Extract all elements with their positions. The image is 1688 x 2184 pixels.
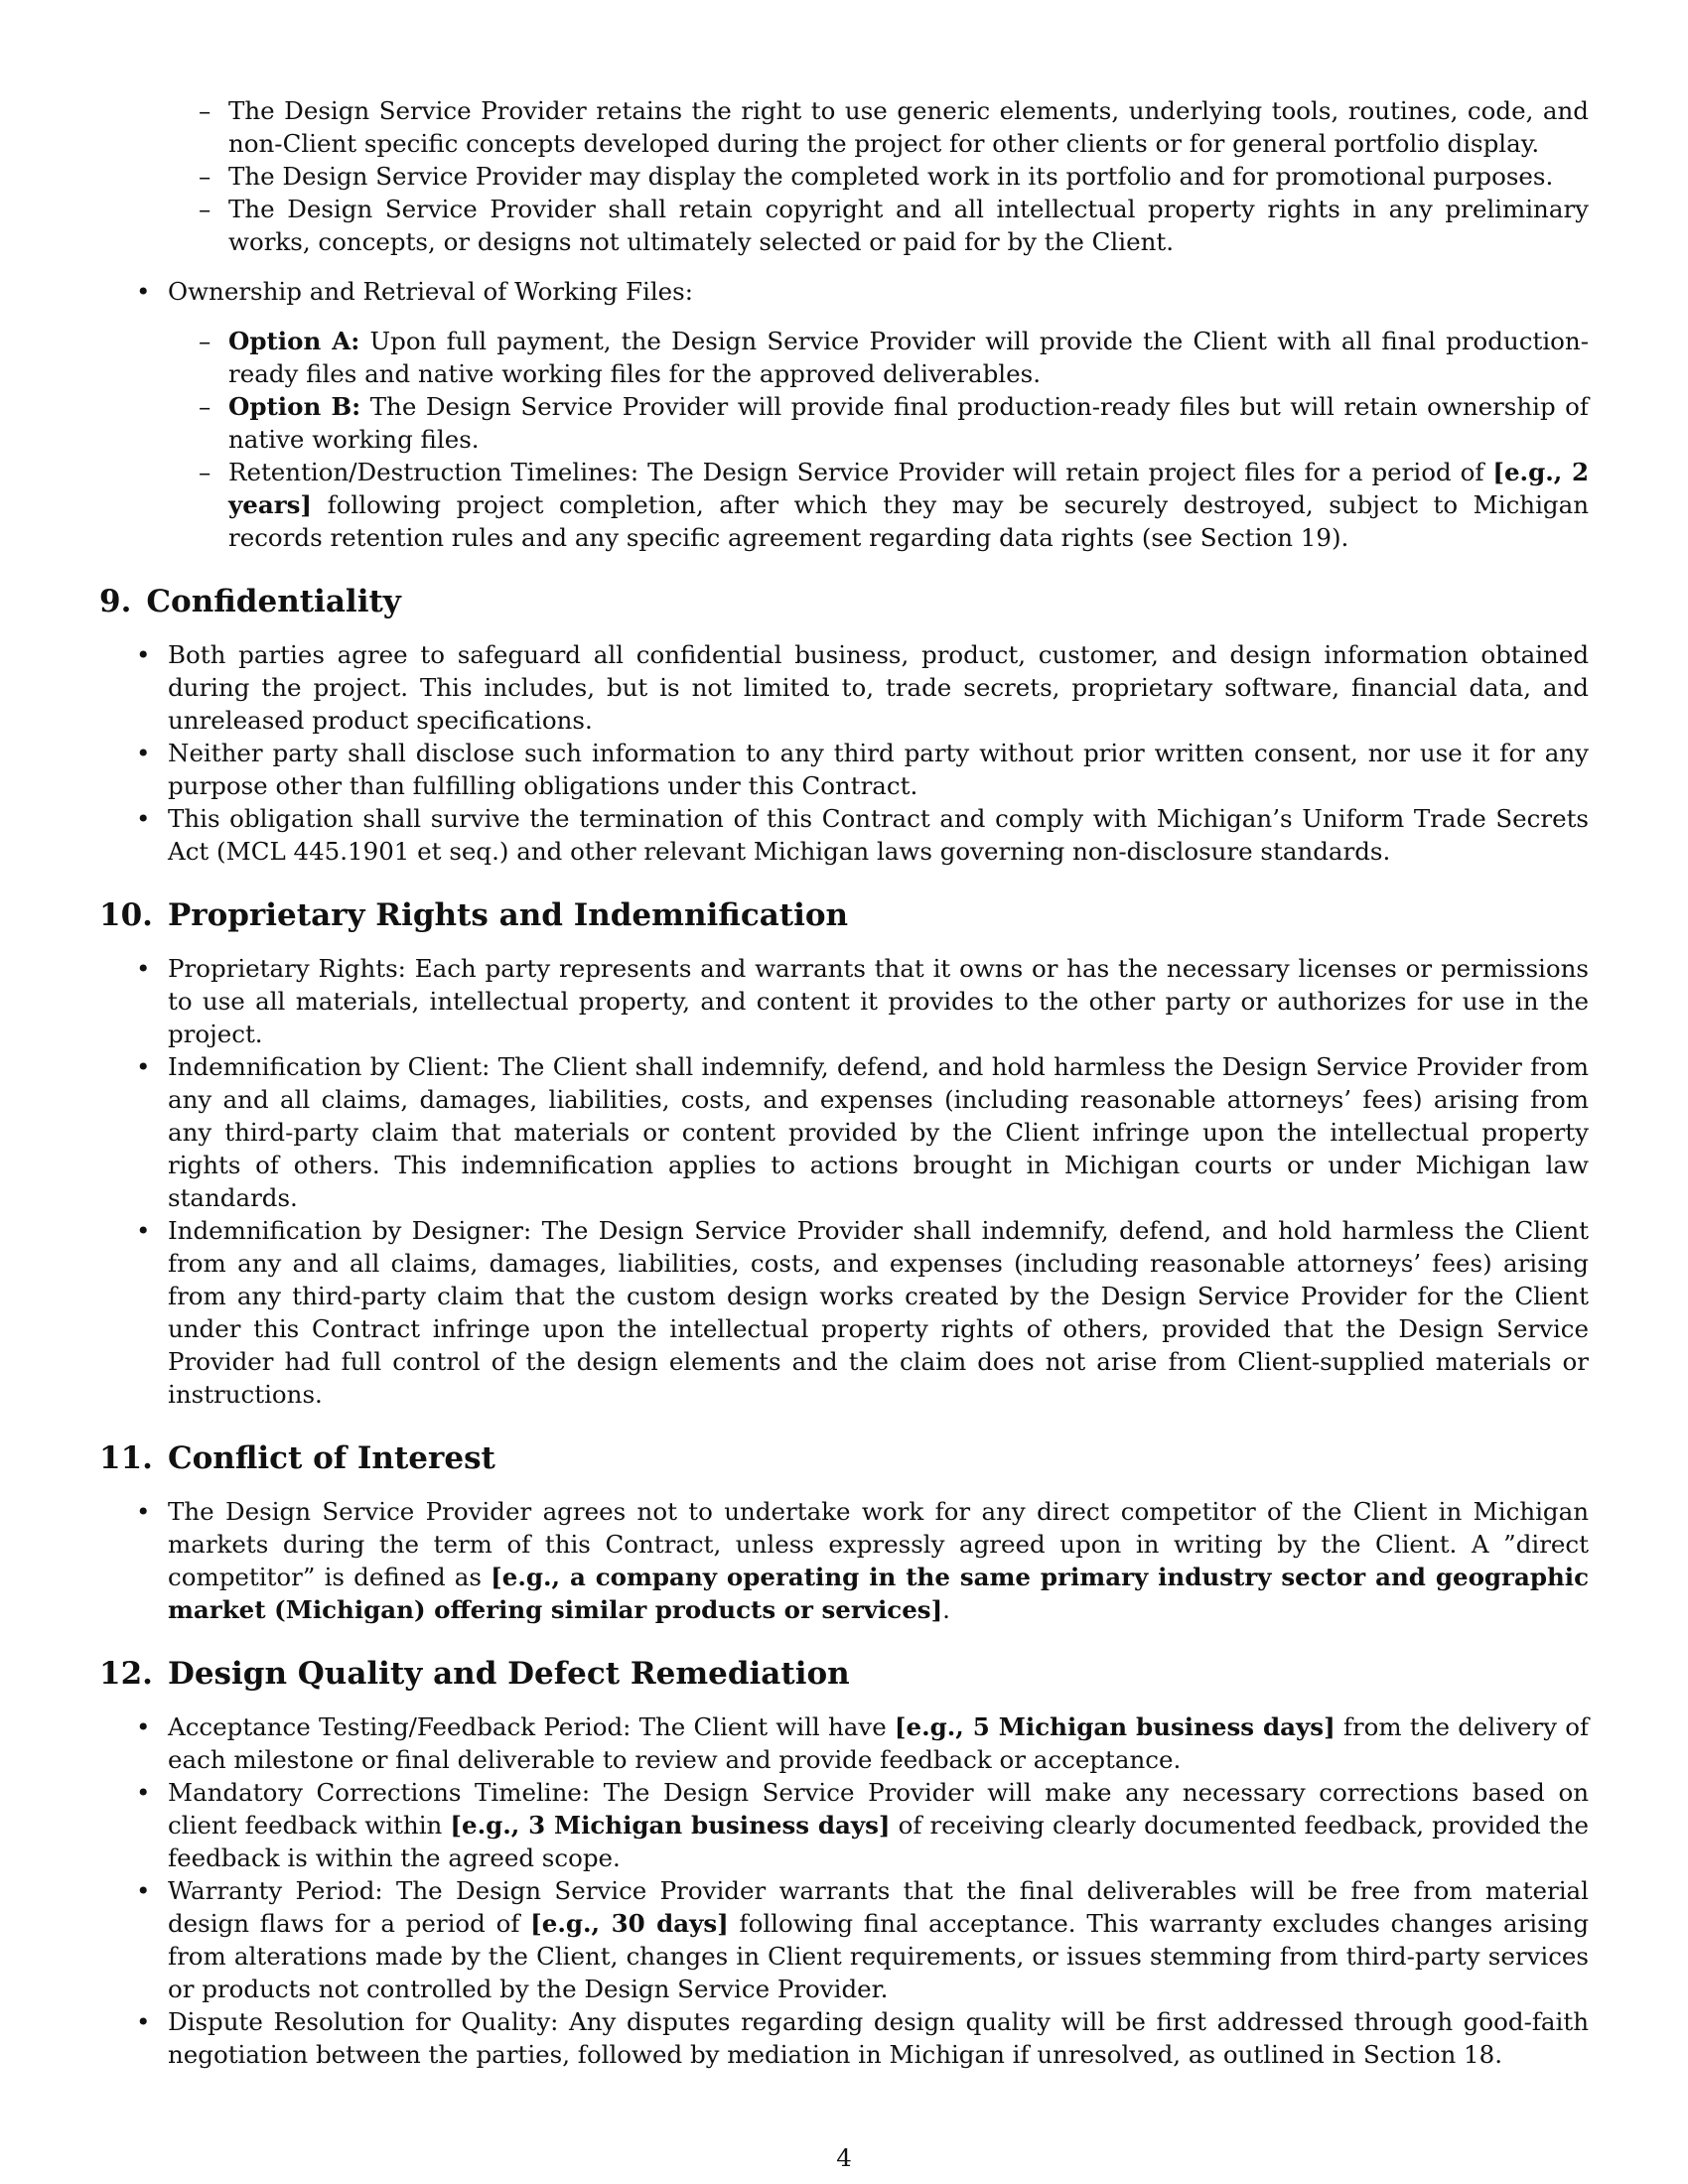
warranty-text: Warranty Period: The Design Service Provider warrants that the final deliverables will be free from material design flaws for a period of bbox=[168, 1876, 1589, 1938]
list-item: – The Design Service Provider retains the right to use generic elements, underlying tools, routines, code, and non-Client specific concepts developed during the project for other clients or for general portfolio display. bbox=[99, 94, 1589, 160]
section-number: 9. bbox=[99, 584, 132, 619]
corrections-text: Mandatory Corrections Timeline: The Design Service Provider will make any necessary corrections based on client feedback within bbox=[168, 1778, 1589, 1840]
list-item: • Both parties agree to safeguard all confidential business, product, customer, and design information obtained during the project. This includes, but is not limited to, trade secrets, proprietary software, financial data, and unreleased product specifications. bbox=[99, 638, 1589, 737]
section-number: 10. bbox=[99, 897, 153, 933]
section-number: 12. bbox=[99, 1656, 153, 1692]
retention-text: Retention/Destruction Timelines: The Design Service Provider will retain project files for a period of bbox=[228, 458, 1493, 486]
corrections-placeholder: [e.g., 3 Michigan business days] bbox=[450, 1811, 891, 1840]
corrections-text-end: of receiving clearly documented feedback, provided the feedback is within the agreed scope. bbox=[168, 1811, 1589, 1872]
list-item: – The Design Service Provider shall retain copyright and all intellectual property rights in any preliminary works, concepts, or designs not ultimately selected or paid for by the Client. bbox=[99, 193, 1589, 258]
retention-placeholder: [e.g., 2 years] bbox=[228, 458, 1589, 519]
design-quality-list bbox=[99, 1710, 1589, 2071]
list-item bbox=[99, 1776, 1589, 1874]
list-item bbox=[99, 275, 1589, 554]
section-title: Conflict of Interest bbox=[167, 1440, 495, 1476]
conflict-text: The Design Service Provider agrees not to undertake work for any direct competitor of the Client in Michigan markets during the term of this Contract, unless expressly agreed upon in writing by the Client. A ”direct competitor” is defined as bbox=[168, 1497, 1589, 1591]
section-heading-conflict-of-interest bbox=[99, 1438, 1589, 1478]
option-a-text: Upon full payment, the Design Service Provider will provide the Client with all final production-ready files and native working files for the approved deliverables. bbox=[228, 327, 1589, 388]
warranty-placeholder: [e.g., 30 days] bbox=[530, 1909, 729, 1938]
page-number: 4 bbox=[836, 2143, 852, 2172]
list-item: – The Design Service Provider may display the completed work in its portfolio and for promotional purposes. bbox=[99, 160, 1589, 193]
option-b-label: Option B: bbox=[228, 392, 361, 421]
confidentiality-list bbox=[99, 638, 1589, 868]
competitor-definition-placeholder: [e.g., a company operating in the same primary industry sector and geographic market (Michigan) offering similar products or services] bbox=[168, 1563, 1589, 1624]
list-item bbox=[99, 390, 1589, 456]
acceptance-text: Acceptance Testing/Feedback Period: The Client will have bbox=[168, 1712, 895, 1741]
conflict-of-interest-list bbox=[99, 1495, 1589, 1626]
ip-rights-sublist bbox=[99, 94, 1589, 258]
list-item bbox=[99, 325, 1589, 390]
retention-text-end: following project completion, after which they may be securely destroyed, subject to Michigan records retention rules and any specific agreement regarding data rights (see Section 19). bbox=[228, 490, 1589, 552]
working-files-label: Ownership and Retrieval of Working Files: bbox=[168, 277, 693, 306]
working-files-sublist bbox=[99, 325, 1589, 554]
option-a-label: Option A: bbox=[228, 327, 360, 355]
list-item bbox=[99, 1874, 1589, 2005]
list-item: • Indemnification by Client: The Client shall indemnify, defend, and hold harmless the Design Service Provider from any and all claims, damages, liabilities, costs, and expenses (including reasonable attorneys’ fees) arising from any third-party claim that materials or content provided by the Client infringe upon the intellectual property rights of others. This indemnification applies to actions brought in Michigan courts or under Michigan law standards. bbox=[99, 1050, 1589, 1214]
list-item: • Dispute Resolution for Quality: Any disputes regarding design quality will be first addressed through good-faith negotiation between the parties, followed by mediation in Michigan if unresolved, as outlined in Section 18. bbox=[99, 2005, 1589, 2071]
working-files-list bbox=[99, 275, 1589, 554]
acceptance-text-end: from the delivery of each milestone or final deliverable to review and provide feedback or acceptance. bbox=[168, 1712, 1590, 1774]
proprietary-rights-list bbox=[99, 952, 1589, 1411]
list-item bbox=[99, 1710, 1589, 1776]
section-title: Proprietary Rights and Indemnification bbox=[167, 897, 849, 933]
list-item: • This obligation shall survive the termination of this Contract and comply with Michigan’s Uniform Trade Secrets Act (MCL 445.1901 et seq.) and other relevant Michigan laws governing non-disclosure standards. bbox=[99, 802, 1589, 868]
list-item: • Neither party shall disclose such information to any third party without prior written consent, nor use it for any purpose other than fulfilling obligations under this Contract. bbox=[99, 737, 1589, 802]
document-page bbox=[99, 94, 1589, 2071]
acceptance-placeholder: [e.g., 5 Michigan business days] bbox=[894, 1712, 1336, 1741]
section-number: 11. bbox=[99, 1440, 153, 1476]
list-item: • Indemnification by Designer: The Design Service Provider shall indemnify, defend, and hold harmless the Client from any and all claims, damages, liabilities, costs, and expenses (including reasonable attorneys’ fees) arising from any third-party claim that the custom design works created by the Design Service Provider for the Client under this Contract infringe upon the intellectual property rights of others, provided that the Design Service Provider had full control of the design elements and the claim does not arise from Client-supplied materials or instructions. bbox=[99, 1214, 1589, 1411]
section-heading-proprietary-rights bbox=[99, 895, 1589, 935]
list-item bbox=[99, 1495, 1589, 1626]
section-heading-confidentiality bbox=[99, 582, 1589, 621]
section-heading-design-quality bbox=[99, 1654, 1589, 1694]
section-title: Design Quality and Defect Remediation bbox=[167, 1656, 850, 1692]
option-b-text: The Design Service Provider will provide final production-ready files but will retain ownership of native working files. bbox=[228, 392, 1589, 454]
section-title: Confidentiality bbox=[146, 584, 401, 619]
warranty-text-end: following final acceptance. This warranty excludes changes arising from alterations made by the Client, changes in Client requirements, or issues stemming from third-party services or products not controlled by the Design Service Provider. bbox=[168, 1909, 1589, 2003]
list-item bbox=[99, 456, 1589, 554]
list-item: • Proprietary Rights: Each party represents and warrants that it owns or has the necessary licenses or permissions to use all materials, intellectual property, and content it provides to the other party or authorizes for use in the project. bbox=[99, 952, 1589, 1050]
conflict-text-end: . bbox=[942, 1595, 950, 1624]
